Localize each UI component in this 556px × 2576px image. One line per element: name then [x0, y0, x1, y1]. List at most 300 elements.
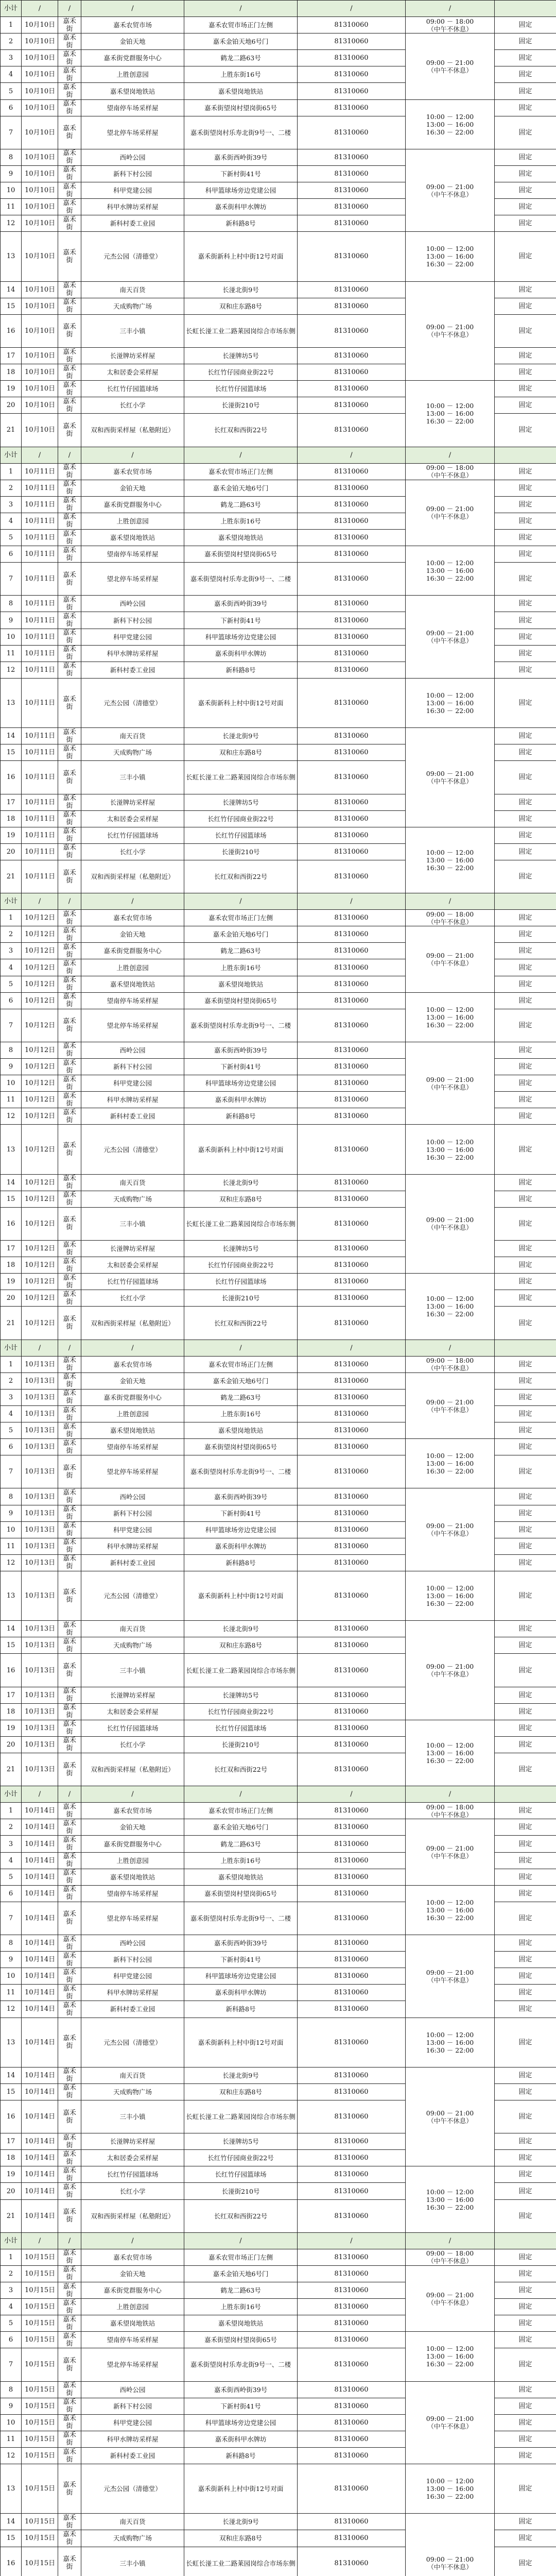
phone-number: 81310060 [298, 2133, 406, 2150]
site-name: 双和西街采样屋（私塾附近） [81, 1753, 184, 1786]
row-index: 9 [1, 1952, 22, 1968]
site-name: 嘉禾望岗地铁站 [81, 1422, 184, 1439]
site-name: 科甲党建公园 [81, 2414, 184, 2431]
site-name: 太和居委会采样屋 [81, 810, 184, 827]
site-address: 新科路8号 [184, 2001, 298, 2018]
row-area: 嘉禾街 [58, 1274, 81, 1290]
site-address: 嘉禾望岗地铁站 [184, 976, 298, 992]
row-date: 10月10日 [22, 381, 58, 397]
row-area: 嘉禾街 [58, 1736, 81, 1753]
site-address: 双和庄东路8号 [184, 298, 298, 314]
row-date: 10月13日 [22, 1422, 58, 1439]
site-name: 西岭公园 [81, 1042, 184, 1058]
site-address: 嘉禾望岗地铁站 [184, 2315, 298, 2332]
phone-number: 81310060 [298, 281, 406, 298]
subtotal-slash: / [406, 2232, 495, 2249]
site-type: 固定 [495, 2447, 556, 2464]
site-name: 三丰小镇 [81, 2547, 184, 2576]
row-index: 2 [1, 1819, 22, 1836]
row-date: 10月13日 [22, 1621, 58, 1637]
row-index: 13 [1, 232, 22, 281]
site-name: 新科下村公园 [81, 1505, 184, 1521]
row-index: 14 [1, 728, 22, 744]
subtotal-slash: / [298, 2232, 406, 2249]
site-address: 长湴街210号 [184, 1736, 298, 1753]
site-address: 嘉禾街望岗村乐寿北街9号一、二楼 [184, 1902, 298, 1935]
site-type: 固定 [495, 860, 556, 893]
site-type: 固定 [495, 1736, 556, 1753]
site-type: 固定 [495, 2199, 556, 2232]
site-type: 固定 [495, 1422, 556, 1439]
site-address: 长湴北街9号 [184, 281, 298, 298]
site-name: 上胜创意园 [81, 513, 184, 529]
row-date: 10月11日 [22, 827, 58, 843]
row-date: 10月11日 [22, 530, 58, 546]
row-index: 14 [1, 2514, 22, 2530]
row-index: 5 [1, 530, 22, 546]
site-address: 长湴牌坊5号 [184, 1241, 298, 1257]
subtotal-slash: / [298, 1340, 406, 1356]
site-type: 固定 [495, 827, 556, 843]
row-date: 10月11日 [22, 843, 58, 860]
site-name: 科甲水牌坊采样屋 [81, 645, 184, 662]
site-name: 上胜创意园 [81, 2299, 184, 2315]
phone-number: 81310060 [298, 381, 406, 397]
row-area: 嘉禾街 [58, 2150, 81, 2166]
phone-number: 81310060 [298, 2265, 406, 2282]
site-type: 固定 [495, 1455, 556, 1488]
row-area: 嘉禾街 [58, 414, 81, 447]
row-date: 10月12日 [22, 976, 58, 992]
site-type: 固定 [495, 1852, 556, 1869]
phone-number: 81310060 [298, 728, 406, 744]
site-name: 西岭公园 [81, 2381, 184, 2398]
phone-number: 81310060 [298, 860, 406, 893]
row-date: 10月11日 [22, 662, 58, 678]
row-index: 21 [1, 2199, 22, 2232]
site-name: 望南停车场采样屋 [81, 99, 184, 116]
site-type: 固定 [495, 1174, 556, 1191]
site-address: 长湴北街9号 [184, 2514, 298, 2530]
row-area: 嘉禾街 [58, 1191, 81, 1207]
site-type: 固定 [495, 149, 556, 165]
row-area: 嘉禾街 [58, 976, 81, 992]
site-address: 长红竹仔园商业街22号 [184, 1703, 298, 1720]
table-row [1, 2067, 556, 2083]
site-name: 望南停车场采样屋 [81, 1885, 184, 1902]
site-address: 长湴牌坊5号 [184, 347, 298, 364]
row-date: 10月10日 [22, 298, 58, 314]
site-name: 双和西街采样屋（私塾附近） [81, 2199, 184, 2232]
subtotal-empty [495, 1786, 556, 1803]
site-address: 嘉禾街新科上村中街12号对面 [184, 2018, 298, 2067]
row-area: 嘉禾街 [58, 1241, 81, 1257]
subtotal-slash: / [184, 1, 298, 17]
row-area: 嘉禾街 [58, 1521, 81, 1538]
row-area: 嘉禾街 [58, 2514, 81, 2530]
site-address: 嘉禾金铂天地6号门 [184, 1819, 298, 1836]
site-name: 三丰小镇 [81, 761, 184, 794]
row-date: 10月10日 [22, 17, 58, 33]
service-hours: 09:00 － 21:00 （中午不休息） [406, 1174, 495, 1274]
site-address: 嘉禾金铂天地6号门 [184, 33, 298, 50]
site-name: 元杰公园（清德堂） [81, 1125, 184, 1174]
row-index: 7 [1, 2348, 22, 2381]
row-area: 嘉禾街 [58, 1307, 81, 1340]
phone-number: 81310060 [298, 480, 406, 496]
row-index: 12 [1, 2447, 22, 2464]
row-index: 8 [1, 596, 22, 612]
row-area: 嘉禾街 [58, 1439, 81, 1455]
subtotal-label: 小计 [1, 1, 22, 17]
site-address: 长红双和西街22号 [184, 1753, 298, 1786]
row-date: 10月12日 [22, 1290, 58, 1307]
site-address: 嘉禾街望岗村乐寿北街9号一、二楼 [184, 1009, 298, 1042]
site-name: 嘉禾望岗地铁站 [81, 530, 184, 546]
row-area: 嘉禾街 [58, 1389, 81, 1405]
row-area: 嘉禾街 [58, 1538, 81, 1554]
site-name: 天成购物广场 [81, 2083, 184, 2100]
site-address: 嘉禾街望岗村乐寿北街9号一、二楼 [184, 116, 298, 149]
site-name: 科甲水牌坊采样屋 [81, 1092, 184, 1108]
site-name: 科甲党建公园 [81, 1968, 184, 1985]
site-type: 固定 [495, 1654, 556, 1687]
subtotal-slash: / [406, 1786, 495, 1803]
row-date: 10月10日 [22, 199, 58, 215]
site-address: 科甲篮球场旁边党建公园 [184, 629, 298, 645]
row-index: 11 [1, 2431, 22, 2447]
row-date: 10月15日 [22, 2398, 58, 2414]
row-date: 10月14日 [22, 1819, 58, 1836]
site-type: 固定 [495, 33, 556, 50]
row-index: 8 [1, 149, 22, 165]
site-type: 固定 [495, 165, 556, 182]
row-area: 嘉禾街 [58, 116, 81, 149]
row-date: 10月10日 [22, 66, 58, 83]
service-hours: 10:00 － 12:00 13:00 － 16:00 16:30 － 22:00 [406, 232, 495, 281]
site-name: 长红小学 [81, 2183, 184, 2199]
service-hours: 10:00 － 12:00 13:00 － 16:00 16:30 － 22:00 [406, 1274, 495, 1340]
site-address: 长红竹仔园篮球场 [184, 827, 298, 843]
service-hours: 10:00 － 12:00 13:00 － 16:00 16:30 － 22:00 [406, 1439, 495, 1488]
site-type: 固定 [495, 17, 556, 33]
phone-number: 81310060 [298, 1488, 406, 1505]
row-index: 21 [1, 860, 22, 893]
subtotal-slash: / [58, 1786, 81, 1803]
site-address: 嘉禾街望岗村乐寿北街9号一、二楼 [184, 1455, 298, 1488]
site-address: 长虹长湴工业二路莱园岗综合市场东侧 [184, 1654, 298, 1687]
site-address: 长红竹仔园商业街22号 [184, 1257, 298, 1274]
row-area: 嘉禾街 [58, 1985, 81, 2001]
site-name: 天成购物广场 [81, 2530, 184, 2547]
phone-number: 81310060 [298, 1968, 406, 1985]
row-date: 10月15日 [22, 2332, 58, 2348]
row-date: 10月13日 [22, 1389, 58, 1405]
phone-number: 81310060 [298, 678, 406, 727]
subtotal-slash: / [58, 447, 81, 463]
site-name: 科甲水牌坊采样屋 [81, 2431, 184, 2447]
site-name: 嘉禾农贸市场 [81, 2249, 184, 2265]
site-address: 鹤龙二路63号 [184, 496, 298, 513]
site-type: 固定 [495, 232, 556, 281]
row-area: 嘉禾街 [58, 1092, 81, 1108]
row-area: 嘉禾街 [58, 2398, 81, 2414]
phone-number: 81310060 [298, 1703, 406, 1720]
row-area: 嘉禾街 [58, 992, 81, 1009]
row-area: 嘉禾街 [58, 1174, 81, 1191]
phone-number: 81310060 [298, 298, 406, 314]
row-date: 10月13日 [22, 1538, 58, 1554]
service-hours: 09:00 － 21:00 （中午不休息） [406, 728, 495, 827]
subtotal-slash: / [58, 1340, 81, 1356]
site-address: 长红竹仔园篮球场 [184, 1274, 298, 1290]
site-address: 长湴北街9号 [184, 2067, 298, 2083]
row-index: 15 [1, 2083, 22, 2100]
row-date: 10月12日 [22, 992, 58, 1009]
phone-number: 81310060 [298, 1654, 406, 1687]
phone-number: 81310060 [298, 83, 406, 99]
site-type: 固定 [495, 2166, 556, 2183]
row-area: 嘉禾街 [58, 66, 81, 83]
site-type: 固定 [495, 1191, 556, 1207]
site-address: 科甲篮球场旁边党建公园 [184, 182, 298, 199]
subtotal-slash: / [22, 2232, 58, 2249]
row-date: 10月12日 [22, 1108, 58, 1125]
phone-number: 81310060 [298, 2315, 406, 2332]
phone-number: 81310060 [298, 2348, 406, 2381]
row-date: 10月11日 [22, 496, 58, 513]
site-address: 长虹长湴工业二路莱园岗综合市场东侧 [184, 1207, 298, 1240]
row-date: 10月14日 [22, 1852, 58, 1869]
phone-number: 81310060 [298, 1356, 406, 1372]
row-area: 嘉禾街 [58, 1852, 81, 1869]
row-area: 嘉禾街 [58, 232, 81, 281]
row-date: 10月14日 [22, 1836, 58, 1852]
row-date: 10月11日 [22, 810, 58, 827]
row-area: 嘉禾街 [58, 530, 81, 546]
site-type: 固定 [495, 1290, 556, 1307]
service-hours: 09:00 － 18:00 （中午不休息） [406, 463, 495, 480]
service-hours: 09:00 － 18:00 （中午不休息） [406, 2249, 495, 2265]
row-date: 10月14日 [22, 1803, 58, 1819]
subtotal-slash: / [22, 447, 58, 463]
site-address: 长红竹仔园篮球场 [184, 1720, 298, 1736]
table-row [1, 678, 556, 727]
site-name: 新科村委工业园 [81, 1108, 184, 1125]
row-date: 10月14日 [22, 2100, 58, 2133]
row-area: 嘉禾街 [58, 215, 81, 232]
row-date: 10月15日 [22, 2447, 58, 2464]
row-area: 嘉禾街 [58, 926, 81, 943]
subtotal-slash: / [298, 893, 406, 910]
table-row [1, 1571, 556, 1620]
row-area: 嘉禾街 [58, 1654, 81, 1687]
site-name: 太和居委会采样屋 [81, 1257, 184, 1274]
row-index: 4 [1, 2299, 22, 2315]
row-index: 4 [1, 513, 22, 529]
service-hours: 10:00 － 12:00 13:00 － 16:00 16:30 － 22:00 [406, 1720, 495, 1786]
site-address: 长红双和西街22号 [184, 860, 298, 893]
phone-number: 81310060 [298, 66, 406, 83]
row-index: 11 [1, 199, 22, 215]
row-index: 9 [1, 1505, 22, 1521]
site-name: 太和居委会采样屋 [81, 1703, 184, 1720]
site-address: 嘉禾金铂天地6号门 [184, 926, 298, 943]
phone-number: 81310060 [298, 414, 406, 447]
site-name: 新科下村公园 [81, 165, 184, 182]
row-index: 7 [1, 1009, 22, 1042]
service-hours: 09:00 － 21:00 （中午不休息） [406, 480, 495, 546]
phone-number: 81310060 [298, 215, 406, 232]
site-type: 固定 [495, 50, 556, 66]
row-date: 10月12日 [22, 959, 58, 976]
row-date: 10月11日 [22, 563, 58, 596]
phone-number: 81310060 [298, 1902, 406, 1935]
row-area: 嘉禾街 [58, 1637, 81, 1654]
site-type: 固定 [495, 2315, 556, 2332]
row-date: 10月13日 [22, 1554, 58, 1571]
table-row [1, 2166, 556, 2183]
row-area: 嘉禾街 [58, 2530, 81, 2547]
site-address: 上胜东街16号 [184, 959, 298, 976]
site-address: 嘉禾街望岗村望岗街65号 [184, 99, 298, 116]
table-row [1, 1885, 556, 1902]
site-name: 新科村委工业园 [81, 2001, 184, 2018]
site-type: 固定 [495, 1009, 556, 1042]
site-name: 嘉禾望岗地铁站 [81, 1869, 184, 1885]
row-index: 12 [1, 1108, 22, 1125]
row-date: 10月14日 [22, 2018, 58, 2067]
row-area: 嘉禾街 [58, 1372, 81, 1389]
row-date: 10月13日 [22, 1455, 58, 1488]
row-date: 10月13日 [22, 1687, 58, 1703]
row-date: 10月14日 [22, 1968, 58, 1985]
row-date: 10月10日 [22, 83, 58, 99]
site-type: 固定 [495, 281, 556, 298]
site-address: 长红双和西街22号 [184, 2199, 298, 2232]
row-index: 7 [1, 563, 22, 596]
row-date: 10月15日 [22, 2514, 58, 2530]
row-date: 10月15日 [22, 2381, 58, 2398]
site-type: 固定 [495, 2001, 556, 2018]
row-area: 嘉禾街 [58, 2315, 81, 2332]
site-type: 固定 [495, 364, 556, 381]
site-address: 长红竹仔园篮球场 [184, 2166, 298, 2183]
site-name: 嘉禾农贸市场 [81, 910, 184, 926]
row-index: 20 [1, 1290, 22, 1307]
row-area: 嘉禾街 [58, 1554, 81, 1571]
table-row [1, 2464, 556, 2514]
site-type: 固定 [495, 992, 556, 1009]
site-type: 固定 [495, 794, 556, 810]
row-date: 10月14日 [22, 2083, 58, 2100]
subtotal-label: 小计 [1, 1340, 22, 1356]
site-type: 固定 [495, 810, 556, 827]
row-index: 17 [1, 2133, 22, 2150]
row-index: 16 [1, 1654, 22, 1687]
table-row [1, 1125, 556, 1174]
row-index: 6 [1, 2332, 22, 2348]
row-date: 10月10日 [22, 281, 58, 298]
row-index: 19 [1, 827, 22, 843]
site-type: 固定 [495, 66, 556, 83]
site-name: 西岭公园 [81, 1935, 184, 1952]
row-area: 嘉禾街 [58, 1009, 81, 1042]
subtotal-label: 小计 [1, 2232, 22, 2249]
site-address: 鹤龙二路63号 [184, 943, 298, 959]
row-date: 10月12日 [22, 910, 58, 926]
site-name: 嘉禾望岗地铁站 [81, 976, 184, 992]
site-type: 固定 [495, 199, 556, 215]
site-address: 嘉禾街望岗村乐寿北街9号一、二楼 [184, 563, 298, 596]
site-type: 固定 [495, 678, 556, 727]
site-address: 嘉禾金铂天地6号门 [184, 2265, 298, 2282]
row-index: 15 [1, 298, 22, 314]
row-index: 15 [1, 744, 22, 761]
row-index: 3 [1, 50, 22, 66]
row-date: 10月15日 [22, 2299, 58, 2315]
phone-number: 81310060 [298, 744, 406, 761]
phone-number: 81310060 [298, 2381, 406, 2398]
row-area: 嘉禾街 [58, 199, 81, 215]
site-address: 长红竹仔园篮球场 [184, 381, 298, 397]
row-date: 10月14日 [22, 2001, 58, 2018]
phone-number: 81310060 [298, 1621, 406, 1637]
phone-number: 81310060 [298, 2199, 406, 2232]
row-index: 1 [1, 17, 22, 33]
phone-number: 81310060 [298, 662, 406, 678]
row-index: 15 [1, 1191, 22, 1207]
service-hours: 10:00 － 12:00 13:00 － 16:00 16:30 － 22:00 [406, 678, 495, 727]
subtotal-row [1, 893, 556, 910]
site-address: 新科路8号 [184, 1108, 298, 1125]
site-type: 固定 [495, 2299, 556, 2315]
subtotal-slash: / [81, 893, 184, 910]
row-date: 10月12日 [22, 1207, 58, 1240]
phone-number: 81310060 [298, 364, 406, 381]
row-index: 6 [1, 1439, 22, 1455]
site-type: 固定 [495, 1554, 556, 1571]
row-index: 9 [1, 2398, 22, 2414]
site-address: 长红竹仔园商业街22号 [184, 364, 298, 381]
phone-number: 81310060 [298, 1439, 406, 1455]
row-area: 嘉禾街 [58, 2183, 81, 2199]
row-index: 1 [1, 2249, 22, 2265]
site-address: 嘉禾望岗地铁站 [184, 1422, 298, 1439]
row-index: 8 [1, 2381, 22, 2398]
site-name: 望南停车场采样屋 [81, 2332, 184, 2348]
site-name: 天成购物广场 [81, 1637, 184, 1654]
site-name: 南天百货 [81, 1621, 184, 1637]
row-date: 10月10日 [22, 33, 58, 50]
site-name: 长湴牌坊采样屋 [81, 1687, 184, 1703]
site-address: 嘉禾农贸市场正门左侧 [184, 2249, 298, 2265]
site-address: 长湴北街9号 [184, 1621, 298, 1637]
phone-number: 81310060 [298, 314, 406, 347]
subtotal-slash: / [81, 1340, 184, 1356]
phone-number: 81310060 [298, 2299, 406, 2315]
site-type: 固定 [495, 298, 556, 314]
row-area: 嘉禾街 [58, 2447, 81, 2464]
site-address: 下新村街41号 [184, 1059, 298, 1075]
phone-number: 81310060 [298, 1819, 406, 1836]
site-type: 固定 [495, 1935, 556, 1952]
row-date: 10月11日 [22, 728, 58, 744]
subtotal-empty [495, 447, 556, 463]
service-hours: 09:00 － 21:00 （中午不休息） [406, 281, 495, 381]
row-area: 嘉禾街 [58, 1356, 81, 1372]
row-area: 嘉禾街 [58, 959, 81, 976]
